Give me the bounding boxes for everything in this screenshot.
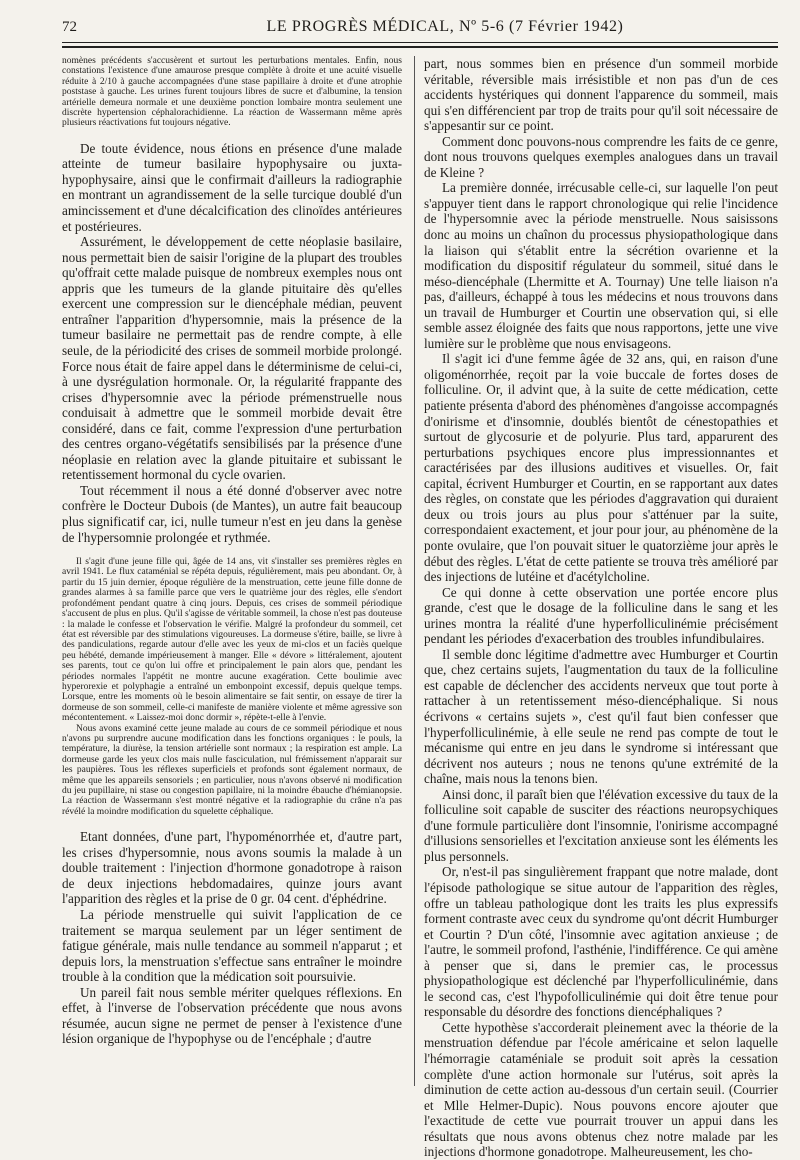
paragraph-outcome: La période menstruelle qui suivit l'application de ce traitement se marqua seulement par un léger sentiment de fatigue générale, mais nulle tendance au sommeil n'apparut ; et depuis lors, la menstruation s'effectue sans entraîner le moindre trouble à la condition que la médication soit poursuivie. [62,906,402,985]
page-header [62,18,778,40]
paragraph-morbid-sleep: part, nous sommes bien en présence d'un sommeil morbide véritable, réversible mais irrésistible et non pas d'un de ces accidents hystériques qui donnent l'apparence du sommeil, mais qui s'en différencient par trop de traits pour qu'il soit nécessaire de s'appesantir sur ce point. [424,56,778,134]
paragraph-legitimate: Il semble donc légitime d'admettre avec Humburger et Courtin que, chez certains sujets, l'augmentation du taux de la folliculine est capable de déclencher des accidents nerveux que tout porte à rattacher à un retentissement méso-diencéphalique. Si nous écrivons « certains sujets », c'est qu'il faut bien confesser que l'hyperfolliculinémie, à elle seule ne rend pas compte de tout le mécanisme qui entre en jeu dans le syndrome si intéressant que décrivent nos auteurs ; nous ne tenons qu'une extrémité de la chaîne, mais nous la tenons bien. [424,646,778,787]
column-divider [414,56,415,1086]
left-column [62,56,402,1086]
paragraph-humburger-case: Il s'agit ici d'une femme âgée de 32 ans, qui, en raison d'une oligoménorrhée, reçoit par la voie buccale de fortes doses de folliculine. Or, il advint que, à la suite de cette médication, cette patiente présenta d'abord des phénomènes d'angoisse accompagnés d'onirisme et d'insomnie, doublés bientôt de cénestopathies et surtout de glycosurie et de polyurie. Plus tard, apparurent des perturbations psychiques encore plus impressionnantes et caractérisées par des illusions auditives et visuelles. Or, fait capital, écrivent Humburger et Courtin, en se rapportant aux dates des règles, on constate que les périodes d'aggravation qui duraient deux ou trois jours au plus pour s'atténuer par la suite, correspondaient exactement, et jour pour jour, au phénomène de la ponte ovulaire, que l'on pouvait situer le quatorzième jour après le début des règles. L'état de cette patiente se trouva très amélioré par des injections de lutéine et d'acétylcholine. [424,351,778,585]
page-number: 72 [62,19,77,35]
paragraph-hyperfolliculinemia: Ce qui donne à cette observation une portée encore plus grande, c'est que le dosage de la folliculine dans le sang et les urines montra la réalité d'une hyperfolliculinémie précisément pendant les périodes d'exacerbation des troubles infundibulaires. [424,584,778,647]
paragraph-contrast: Or, n'est-il pas singulièrement frappant que notre malade, dont l'épisode pathologique se situe autour de l'apparition des règles, offre un tableau pathologique dont les traits les plus expressifs forment contraste avec ceux du syndrome qu'ont décrit Humburger et Courtin ? D'un côté, l'insomnie avec agitation anxieuse ; de l'autre, le sommeil profond, l'asthénie, l'indifférence. Ce qui amène à penser que si, dans le premier cas, le processus physiopathologique est déclenché par l'hyperfolliculinémie, dans le second cas, c'est l'hypofolliculinémie qui doit être tenue pour responsable du désordre des fonctions diencéphaliques ? [424,864,778,1020]
paragraph-kleine: Comment donc pouvons-nous comprendre les faits de ce genre, dont nous trouvons quelques exemples analogues dans un travail de Kleine ? [424,133,778,180]
header-rule-top [62,42,778,43]
right-column [424,56,778,1160]
case-note-girl: Il s'agit d'une jeune fille qui, âgée de 14 ans, vit s'installer ses premières règles en avril 1941. Le flux cataménial se répéta depuis, régulièrement, mais peu abondant. Or, à partir du 15 juin dernier, époque régulière de la menstruation, cette jeune fille donne de grandes alarmes à sa famille parce que vers le quatrième jour des règles, elle s'endort profondément pendant quatre à cinq jours. Depuis, ces crises de sommeil périodique s'accusent de plus en plus. Qu'il s'agisse de véritable sommeil, la chose n'est pas douteuse : la malade le confesse et l'observation le vérifie. Malgré la profondeur du sommeil, cet état est réversible par des stimulations vigoureuses. La dormeuse s'étire, baille, se livre à des pandiculations, regarde autour d'elle avec les yeux de mi-clos et un faciès quelque peu hébété, demande impérieusement à manger. Elle « dévore » littéralement, ajoutent ses parents, tout ce qu'on lui offre et principalement le pain alors que, pendant les périodes normales l'appétit ne montre aucune exagération. Cette boulimie avec hyperorexie et polyphagie a entraîné un embonpoint excessif, depuis quelque temps. Lorsque, entre les moments où le besoin alimentaire se fait sentir, on essaye de tirer la dormeuse de son sommeil, celle-ci manifeste de manière violente et même agressive son mécontentement. « Laissez-moi donc dormir », répète-t-elle à l'envie. [62,557,402,724]
case-note-continued: nomènes précédents s'accusèrent et surtout les perturbations mentales. Enfin, nous constations l'existence d'une amaurose presque complète à droite et une acuité visuelle réduite à 2/10 à gauche accompagnées d'une stase papillaire à droite et d'une atrophie poststase à gauche. Les urines furent toujours libres de sucre et d'albumine, la tension artérielle demeura normale et une deuxième ponction lombaire montra seulement une discrète hypertension céphalorachidienne. La réaction de Wassermann même après plusieurs réactivations fut toujours négative. [62,56,402,129]
paragraph-chronology: La première donnée, irrécusable celle-ci, sur laquelle l'on peut s'appuyer tient dans le rapport chronologique qui relie l'incidence de l'hypersomnie avec la période menstruelle. Nous saisissons donc au moins un chaînon du processus physiopathologique dans la liaison qui s'établit entre la sécrétion ovarienne et la modification du dispositif régulateur du sommeil, situé dans le méso-diencéphale (Lhermitte et A. Tournay) Une telle liaison n'a pas, d'ailleurs, échappé à tous les médecins et nous trouvons dans un travail de Humburger et Courtin une observation qui, si elle semble assez éloignée des faits que nous rapportons, jette une vive lumière sur le problème que nous envisageons. [424,180,778,351]
header-rule-bottom [62,46,778,48]
case-note-exam: Nous avons examiné cette jeune malade au cours de ce sommeil périodique et nous n'avons pu surprendre aucune modification dans les fonctions organiques : le pouls, la température, la diurèse, la tension artérielle sont normaux ; la respiration est ample. La dormeuse garde les yeux clos mais nulle fasciculation, nul frémissement n'apparait sur les paupières. Tous les réflexes superficiels et profonds sont également normaux, de même que les appareils sensoriels ; en particulier, nous n'avons observé ni modification du jeu pupillaire, ni stase ou congestion papillaire, ni la moindre ébauche d'hémianopsie. La réaction de Wassermann s'est montré négative et la radiographie du crâne n'a pas révélé la moindre modification du squelette céphalique. [62,723,402,817]
paragraph-reflections: Un pareil fait nous semble mériter quelques réflexions. En effet, à l'inverse de l'observation précédente que nous avons résumée, aucun signe ne permet de penser à l'existence d'une lésion organique de l'hypophyse ou de l'encéphale ; d'autre [62,984,402,1047]
paragraph-diagnosis: De toute évidence, nous étions en présence d'une malade atteinte de tumeur basilaire hypophysaire ou juxta-hypophysaire, ainsi que le confirmait d'ailleurs la radiographie en montrant un agrandissement de la selle turcique doublé d'un amincissement et d'une décalcification des clinoïdes antérieures et postérieures. [62,140,402,234]
paragraph-neuro-reactions: Ainsi donc, il paraît bien que l'élévation excessive du taux de la folliculine soit capable de susciter des réactions neuropsychiques d'une formule particulière dont l'insomnie, l'onirisme accompagné d'illusions sensorielles et l'excitation anxieuse sont les éléments les plus personnels. [424,786,778,864]
paragraph-treatment: Etant données, d'une part, l'hypoménorrhée et, d'autre part, les crises d'hypersomnie, nous avons soumis la malade à un double traitement : l'injection d'hormone gonadotrope à raison de deux injections hebdomadaires, quinze jours avant l'apparition des règles et la prise de 0 gr. 04 cent. d'éphédrine. [62,829,402,907]
paragraph-hypothesis: Cette hypothèse s'accorderait pleinement avec la théorie de la menstruation défendue par l'école américaine et selon laquelle l'hémorragie cataméniale se produit soit après la cessation complète d'une action hormonale sur l'utérus, soit après la diminution de cette action au-dessous d'un certain seuil. (Courrier et Mlle Helmer-Dupic). Nous pouvons encore ajouter que l'exactitude de cette vue pourrait trouver un appui dans les résultats que nous avons obtenus chez notre malade par les injections d'hormone gonadotrope. Malheureusement, les cho- [424,1019,778,1160]
paragraph-dubois-case: Tout récemment il nous a été donné d'observer avec notre confrère le Docteur Dubois (de Mantes), un autre fait beaucoup plus significatif car, ici, nulle tumeur n'est en jeu dans la genèse de l'hypersomnie prolongée et rythmée. [62,482,402,545]
paragraph-neoplasia: Assurément, le développement de cette néoplasie basilaire, nous permettait bien de saisir l'origine de la plupart des troubles qu'offrait cette malade puisque de nombreux exemples nous ont appris que les tumeurs de la glande pituitaire dès qu'elles exercent une compression sur le diencéphale médian, peuvent entraîner l'apparition d'hypersomnie, mais la présence de la tumeur basilaire ne permettait pas de rendre compte, à elle seule, de la périodicité des crises de sommeil morbide prolongé. Force nous était de faire appel dans le déterminisme de celui-ci, à une dysrégulation hormonale. Or, la régularité frappante des crises d'hypersomnie avec la période prémenstruelle nous conduisait à admettre que le sommeil morbide devait être considéré, dans ce fait, comme l'expression d'une perturbation des centres organo-végétatifs sensibilisés par la présence d'une néoplasie en relation avec la glande pituitaire et subissant le retentissement hormonal du cycle ovarien. [62,234,402,483]
running-head: LE PROGRÈS MÉDICAL, Nº 5-6 (7 Février 1942) [266,18,624,35]
